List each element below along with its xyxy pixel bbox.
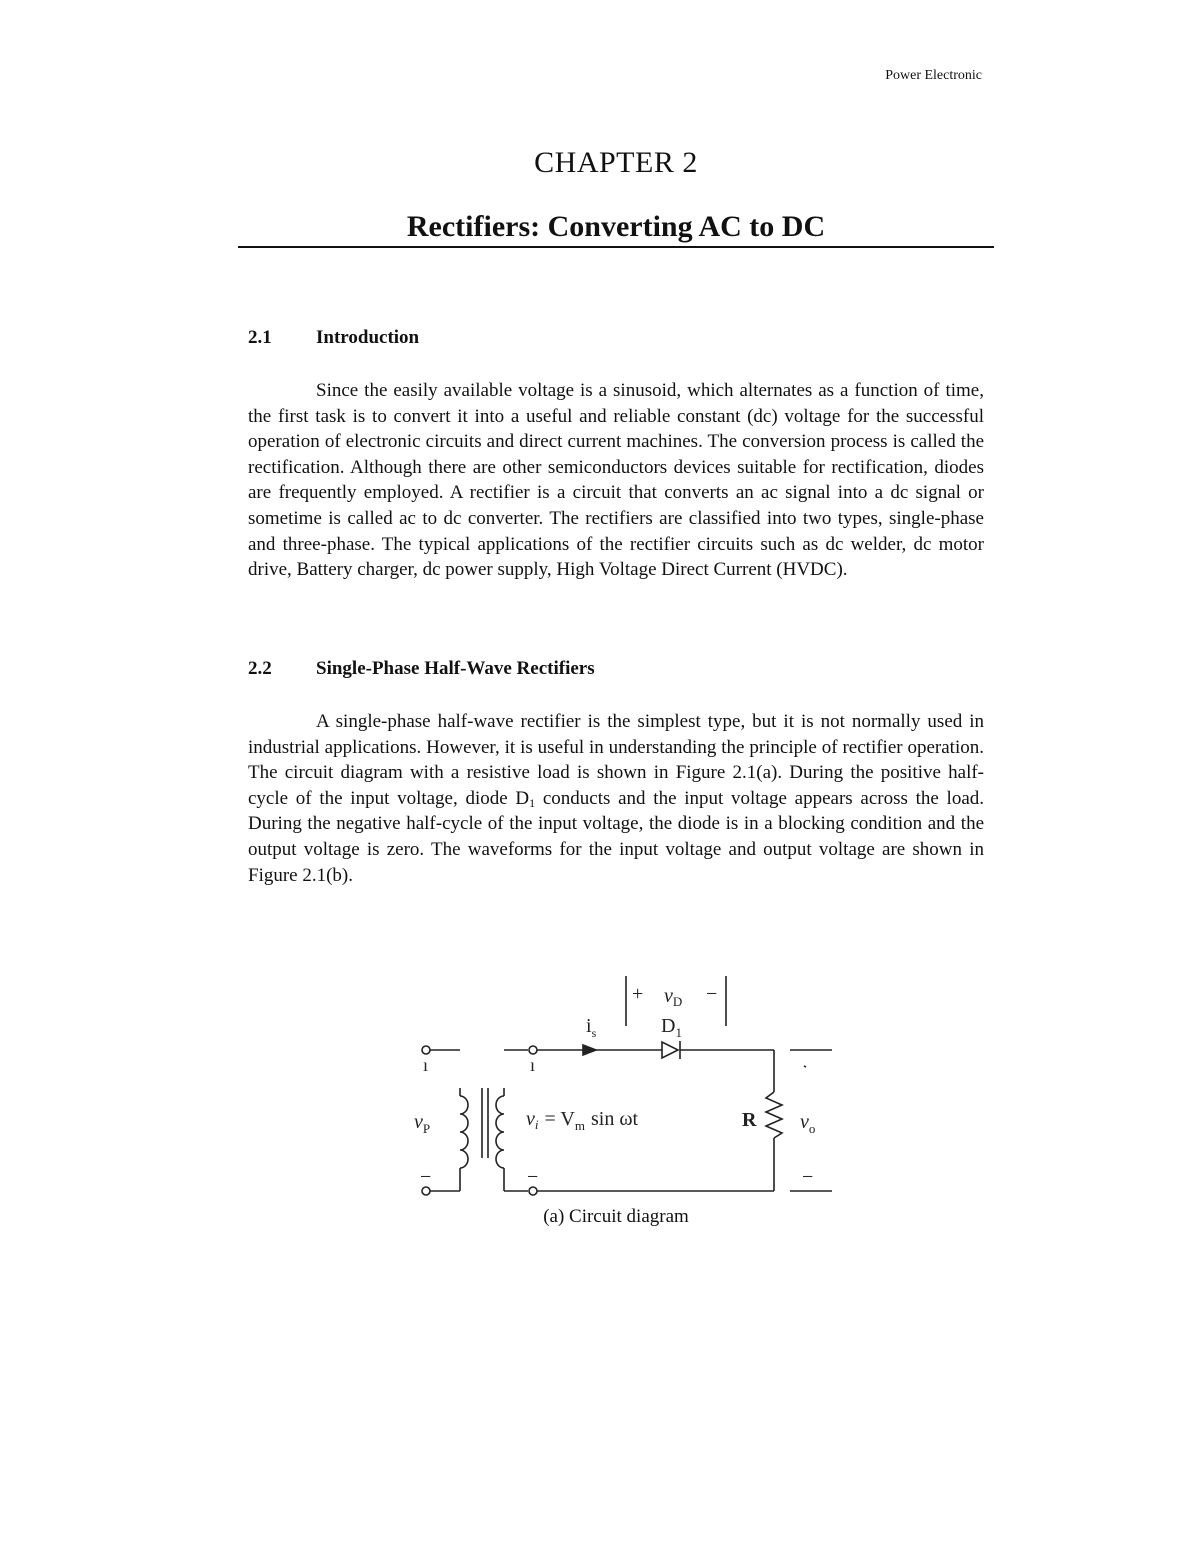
chapter-label: CHAPTER 2 bbox=[534, 146, 698, 179]
resistor bbox=[766, 1092, 782, 1138]
paragraph-text-part1: A single-phase half-wave rectifier is the simplest type, but it is not normally used in industrial applications. However, it is useful in understanding the principle of rectifier operation. The circuit diagram with a resistive load is shown in Figure 2.1(a). During the positive half-cycle of the input voltage, diode D bbox=[248, 711, 984, 809]
vo-label: $v_o$ bbox=[800, 1111, 816, 1136]
section-title: Single-Phase Half-Wave Rectifiers bbox=[316, 658, 595, 679]
figure-caption: (a) Circuit diagram bbox=[543, 1206, 689, 1227]
vi-label: $v_i = V_m$ sin ωt bbox=[526, 1108, 639, 1133]
vd-plus: + bbox=[632, 983, 644, 1005]
primary-coil bbox=[460, 1096, 468, 1168]
vp-label: $v_P$ bbox=[414, 1111, 431, 1136]
is-label: $i_s$ bbox=[586, 1015, 597, 1040]
section-number: 2.1 bbox=[248, 327, 272, 348]
primary-bottom-terminal bbox=[422, 1187, 430, 1195]
section-number: 2.2 bbox=[248, 658, 272, 679]
secondary-coil bbox=[496, 1096, 504, 1168]
intro-paragraph: Since the easily available voltage is a sinusoid, which alternates as a function of time, the first task is to convert it into a useful and reliable constant (dc) voltage for the successful operation of electronic circuits and direct current machines. The conversion process is called the rectification. Although there are other semiconductors devices suitable for rectification, diodes are frequently employed. A rectifier is a circuit that converts an ac signal into a dc signal or sometime is called ac to dc converter. The rectifiers are classified into two types, single-phase and three-phase. The typical applications of the rectifier circuits such as dc welder, dc motor drive, Battery charger, dc power supply, High Voltage Direct Current (HVDC). bbox=[248, 380, 984, 581]
circuit-diagram bbox=[400, 968, 850, 1208]
diode-subscript: 1 bbox=[529, 795, 536, 810]
running-header: Power Electronic bbox=[885, 68, 982, 83]
r-label: R bbox=[742, 1109, 757, 1131]
paragraph-text-part2: conducts and the input voltage appears across the load. During the negative half-cycle of the input voltage, the diode is in a blocking condition and the output voltage is zero. The waveforms for the input voltage and output voltage are shown in Figure 2.1(b). bbox=[248, 787, 984, 886]
vd-label: $v_D$ bbox=[664, 985, 683, 1009]
d1-label: $D_1$ bbox=[661, 1015, 682, 1040]
secondary-bottom-terminal bbox=[529, 1187, 537, 1195]
half-wave-paragraph bbox=[248, 709, 984, 888]
section-heading-intro bbox=[248, 327, 419, 349]
circuit-figure bbox=[400, 968, 850, 1238]
primary-top-terminal bbox=[422, 1046, 430, 1054]
section-title: Introduction bbox=[316, 327, 420, 348]
title-rule bbox=[238, 246, 994, 248]
wire bbox=[804, 1066, 806, 1067]
section-heading-half-wave bbox=[248, 658, 595, 680]
minus-sign: − bbox=[527, 1166, 539, 1188]
current-arrow bbox=[583, 1045, 596, 1055]
chapter-title: Rectifiers: Converting AC to DC bbox=[406, 210, 826, 243]
minus-sign: − bbox=[420, 1166, 432, 1188]
vd-minus: − bbox=[706, 983, 718, 1005]
polarity-mark: ı bbox=[530, 1055, 536, 1075]
minus-sign: − bbox=[802, 1166, 814, 1188]
polarity-mark: ı bbox=[423, 1055, 429, 1075]
diode-symbol bbox=[662, 1042, 678, 1058]
secondary-top-terminal bbox=[529, 1046, 537, 1054]
